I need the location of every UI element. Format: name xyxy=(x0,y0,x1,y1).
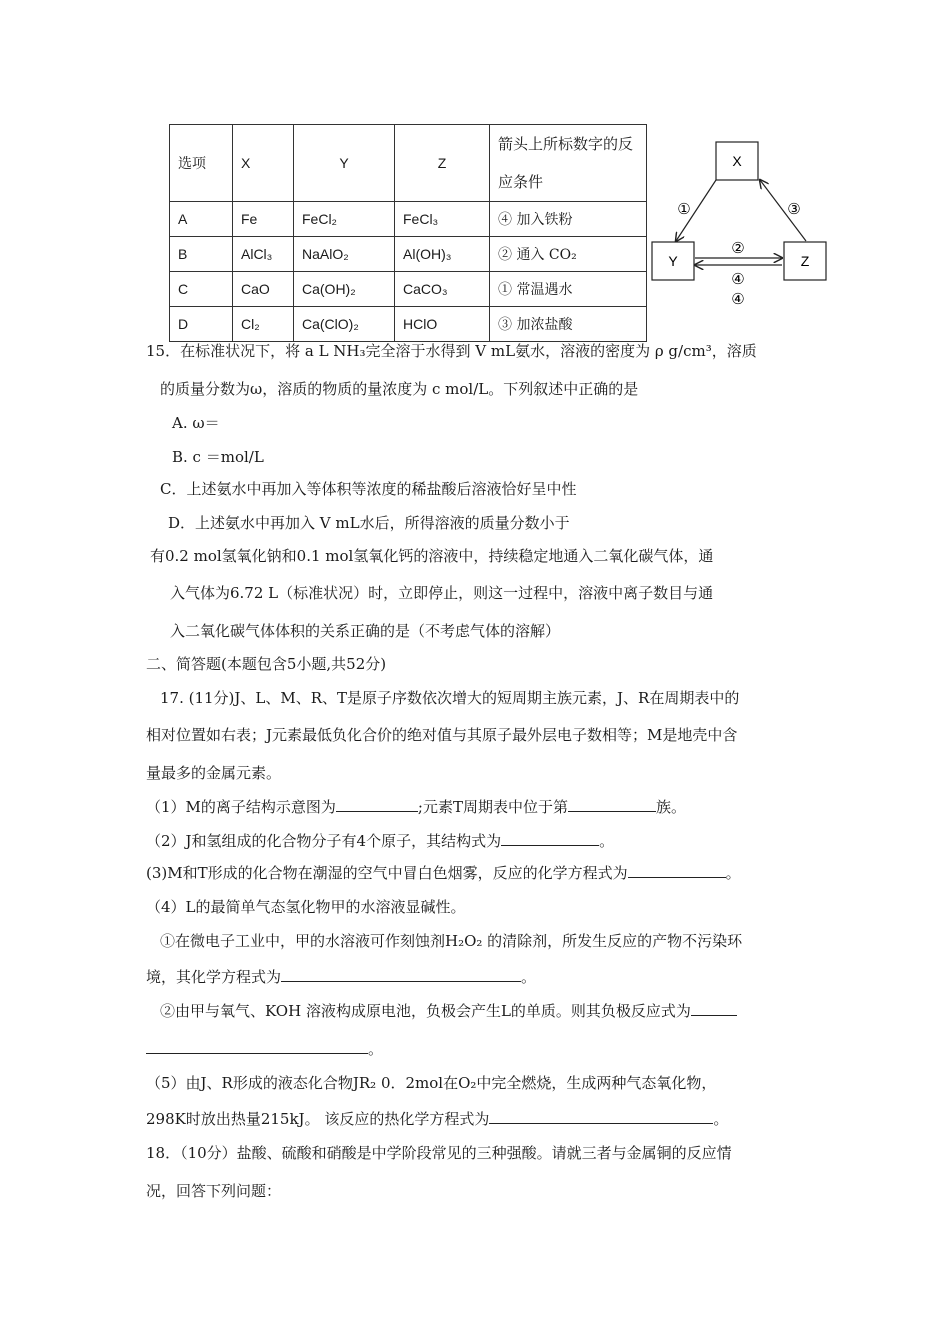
row-condition: ① 常温遇水 xyxy=(490,272,647,307)
answer-blank[interactable] xyxy=(691,1001,737,1016)
q17-part3-text-b: 。 xyxy=(725,864,741,882)
q17-line3: 量最多的金属元素。 xyxy=(146,764,282,782)
q17-part4: （4）L的最简单气态氢化物甲的水溶液显碱性。 xyxy=(146,898,466,916)
answer-blank[interactable] xyxy=(281,967,521,982)
row-y: FeCl₂ xyxy=(294,202,395,237)
row-y: Ca(ClO)₂ xyxy=(294,307,395,342)
q17-part1-text-a: （1）M的离子结构示意图为 xyxy=(146,798,336,816)
table-row xyxy=(170,202,647,237)
q17-part5-text-c: 。 xyxy=(713,1110,729,1128)
q17-part3 xyxy=(146,862,741,883)
table-row xyxy=(170,237,647,272)
label-1: ① xyxy=(677,201,691,218)
q17-part4-1-text-c: 。 xyxy=(521,968,537,986)
q17-part4-1-text-b: 境，其化学方程式为 xyxy=(146,968,282,986)
q17-part4-2-line1 xyxy=(160,1000,737,1021)
header-x: X xyxy=(233,125,294,202)
answer-blank[interactable] xyxy=(336,797,418,812)
answer-blank[interactable] xyxy=(489,1109,713,1124)
q15-option-a: A. ω＝ xyxy=(172,414,220,432)
answer-blank[interactable] xyxy=(568,797,656,812)
row-z: CaCO₃ xyxy=(395,272,490,307)
answer-blank[interactable] xyxy=(501,831,599,846)
q15-option-d: D．上述氨水中再加入 V mL水后，所得溶液的质量分数小于 xyxy=(168,514,570,532)
row-condition: ④ 加入铁粉 xyxy=(490,202,647,237)
row-z: HClO xyxy=(395,307,490,342)
row-condition: ③ 加浓盐酸 xyxy=(490,307,647,342)
header-condition: 箭头上所标数字的反应条件 xyxy=(490,125,647,202)
q17-part4-2-line2 xyxy=(146,1038,383,1059)
q16-line2: 入气体为6.72 L（标准状况）时，立即停止，则这一过程中，溶液中离子数目与通 xyxy=(170,584,714,602)
node-x-label: X xyxy=(732,153,742,169)
q17-part5-text-b: 298K时放出热量215kJ。 该反应的热化学方程式为 xyxy=(146,1110,490,1128)
q17-part1-text-c: 族。 xyxy=(655,798,686,816)
reaction-diagram xyxy=(648,138,833,313)
label-3: ③ xyxy=(787,201,801,218)
q15-option-c: C．上述氨水中再加入等体积等浓度的稀盐酸后溶液恰好呈中性 xyxy=(160,480,577,498)
row-x: AlCl₃ xyxy=(233,237,294,272)
table-row xyxy=(170,272,647,307)
q16-line1: 有0.2 mol氢氧化钠和0.1 mol氢氧化钙的溶液中，持续稳定地通入二氧化碳气体，通 xyxy=(150,547,714,565)
options-table xyxy=(169,124,647,342)
row-x: Fe xyxy=(233,202,294,237)
row-z: FeCl₃ xyxy=(395,202,490,237)
row-y: NaAlO₂ xyxy=(294,237,395,272)
q17-part1 xyxy=(146,796,686,817)
q17-part5-line2 xyxy=(146,1108,728,1129)
q15-stem-line1: 15．在标准状况下，将 a L NH₃完全溶于水得到 V mL氨水，溶液的密度为 ρ g/cm³，溶质 xyxy=(146,342,757,360)
label-2: ② xyxy=(731,240,745,257)
row-y: Ca(OH)₂ xyxy=(294,272,395,307)
node-z-label: Z xyxy=(800,253,810,269)
header-option: 选项 xyxy=(170,125,233,202)
section2-title: 二、简答题(本题包含5小题,共52分) xyxy=(146,655,387,673)
answer-blank[interactable] xyxy=(146,1039,368,1054)
header-z: Z xyxy=(395,125,490,202)
q17-part1-text-b: ;元素T周期表中位于第 xyxy=(417,798,568,816)
q17-part4-1-line2 xyxy=(146,966,536,987)
q17-part4-2-text-a: ②由甲与氧气、KOH 溶液构成原电池，负极会产生L的单质。则其负极反应式为 xyxy=(160,1002,691,1020)
label-4a: ④ xyxy=(731,271,745,288)
q18-line2: 况，回答下列问题： xyxy=(146,1182,282,1200)
q17-part4-2-text-b: 。 xyxy=(368,1040,384,1058)
label-4b: ④ xyxy=(731,291,745,308)
answer-blank[interactable] xyxy=(628,863,726,878)
q17-part4-1-line1: ①在微电子工业中，甲的水溶液可作刻蚀剂H₂O₂ 的清除剂，所发生反应的产物不污染环 xyxy=(160,932,743,950)
table-header-row xyxy=(170,125,647,202)
header-y: Y xyxy=(294,125,395,202)
row-option: C xyxy=(170,272,233,307)
q17-part3-text-a: (3)M和T形成的化合物在潮湿的空气中冒白色烟雾，反应的化学方程式为 xyxy=(146,864,628,882)
row-option: A xyxy=(170,202,233,237)
q15-stem-line2: 的质量分数为ω，溶质的物质的量浓度为 c mol/L。下列叙述中正确的是 xyxy=(160,380,639,398)
q17-part2-text-a: （2）J和氢组成的化合物分子有4个原子，其结构式为 xyxy=(146,832,502,850)
row-z: Al(OH)₃ xyxy=(395,237,490,272)
q17-part2 xyxy=(146,830,614,851)
q16-line3: 入二氧化碳气体体积的关系正确的是（不考虑气体的溶解） xyxy=(170,622,561,640)
row-condition: ② 通入 CO₂ xyxy=(490,237,647,272)
table-row xyxy=(170,307,647,342)
row-x: Cl₂ xyxy=(233,307,294,342)
q17-part5-line1: （5）由J、R形成的液态化合物JR₂ 0．2mol在O₂中完全燃烧，生成两种气态氧化物， xyxy=(146,1074,717,1092)
row-option: B xyxy=(170,237,233,272)
q18-line1: 18．（10分）盐酸、硫酸和硝酸是中学阶段常见的三种强酸。请就三者与金属铜的反应情 xyxy=(146,1144,732,1162)
node-y-label: Y xyxy=(668,253,678,269)
q17-line1: 17. (11分)J、L、M、R、T是原子序数依次增大的短周期主族元素，J、R在周期表中的 xyxy=(160,689,740,707)
row-x: CaO xyxy=(233,272,294,307)
q15-option-b: B. c ＝mol/L xyxy=(172,448,264,466)
q17-line2: 相对位置如右表；J元素最低负化合价的绝对值与其原子最外层电子数相等；M是地壳中含 xyxy=(146,726,738,744)
row-option: D xyxy=(170,307,233,342)
q17-part2-text-b: 。 xyxy=(599,832,615,850)
